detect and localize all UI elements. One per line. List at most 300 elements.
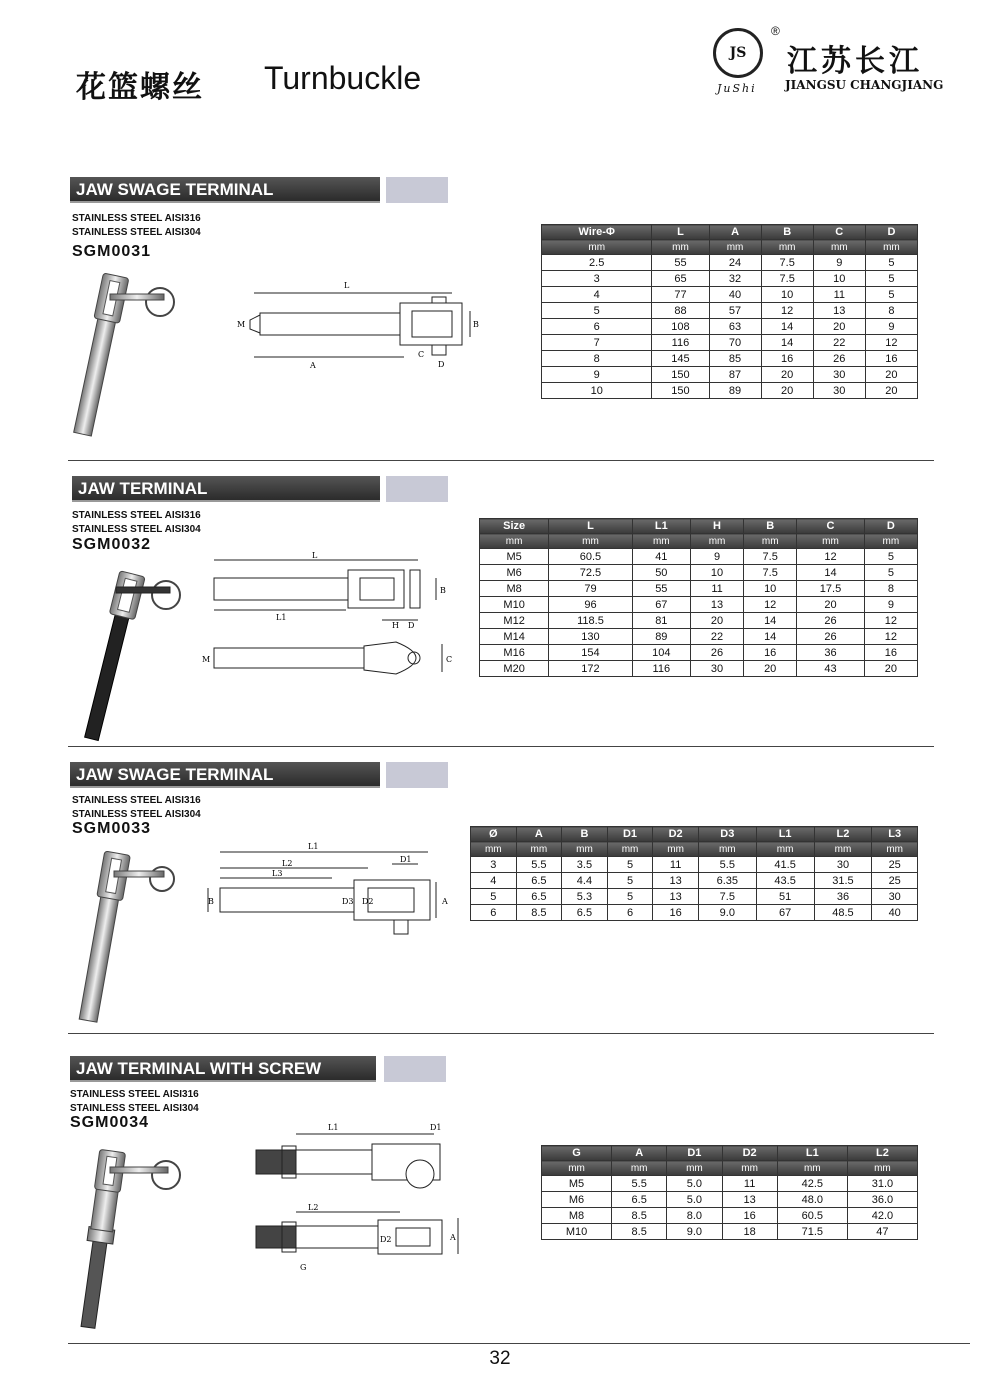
table-cell: 20 bbox=[865, 383, 917, 399]
table-cell: 150 bbox=[652, 383, 709, 399]
table-row bbox=[542, 1176, 918, 1192]
material-line: STAINLESS STEEL AISI316 bbox=[70, 1089, 199, 1100]
page-title-cn: 花篮螺丝 bbox=[76, 70, 204, 105]
table-cell: 31.0 bbox=[847, 1176, 917, 1192]
table-cell: 10 bbox=[813, 271, 865, 287]
column-header: L bbox=[549, 519, 632, 534]
table-cell: 7.5 bbox=[698, 889, 756, 905]
table-cell: 25 bbox=[872, 857, 918, 873]
table-row bbox=[542, 287, 918, 303]
table-cell: 5 bbox=[607, 873, 653, 889]
section-title-swatch bbox=[386, 476, 448, 502]
dim-label: L3 bbox=[272, 869, 283, 878]
dim-label: L1 bbox=[328, 1123, 339, 1132]
table-cell: 88 bbox=[652, 303, 709, 319]
table-cell: 26 bbox=[797, 629, 864, 645]
dim-label: L bbox=[312, 551, 318, 560]
table-cell: 11 bbox=[813, 287, 865, 303]
table-cell: 51 bbox=[756, 889, 814, 905]
table-cell: 4 bbox=[471, 873, 517, 889]
column-unit: mm bbox=[722, 1161, 777, 1176]
table-cell: 116 bbox=[652, 335, 709, 351]
table-cell: 7.5 bbox=[761, 271, 813, 287]
table-cell: 14 bbox=[744, 613, 797, 629]
logo-text-en: JIANGSU CHANGJIANG bbox=[785, 78, 944, 92]
table-cell: 43.5 bbox=[756, 873, 814, 889]
table-cell: 85 bbox=[709, 351, 761, 367]
table-row bbox=[480, 581, 918, 597]
table-cell: 11 bbox=[690, 581, 743, 597]
table-cell: 118.5 bbox=[549, 613, 632, 629]
table-row bbox=[542, 255, 918, 271]
table-row bbox=[542, 1224, 918, 1240]
table-cell: 40 bbox=[872, 905, 918, 921]
product-code: SGM0034 bbox=[70, 1114, 150, 1131]
table-cell: 14 bbox=[744, 629, 797, 645]
dim-label: C bbox=[446, 655, 453, 664]
table-cell: 5 bbox=[864, 565, 917, 581]
table-cell: 16 bbox=[864, 645, 917, 661]
column-header: D bbox=[865, 225, 917, 240]
product-photo-sgm0032 bbox=[70, 565, 190, 745]
material-line: STAINLESS STEEL AISI316 bbox=[72, 795, 201, 806]
table-cell: 108 bbox=[652, 319, 709, 335]
table-cell: 13 bbox=[653, 889, 699, 905]
table-cell: 32 bbox=[709, 271, 761, 287]
table-row bbox=[480, 597, 918, 613]
table-cell: 6.5 bbox=[562, 905, 608, 921]
material-line: STAINLESS STEEL AISI316 bbox=[72, 510, 201, 521]
table-cell: 96 bbox=[549, 597, 632, 613]
section-title: JAW TERMINAL bbox=[72, 476, 380, 502]
table-cell: 36 bbox=[797, 645, 864, 661]
column-unit: mm bbox=[516, 842, 562, 857]
material-line: STAINLESS STEEL AISI304 bbox=[70, 1103, 199, 1114]
column-header: D1 bbox=[607, 827, 653, 842]
column-unit: mm bbox=[667, 1161, 722, 1176]
section-title: JAW SWAGE TERMINAL bbox=[70, 177, 380, 203]
table-cell: 22 bbox=[690, 629, 743, 645]
table-cell: 9.0 bbox=[667, 1224, 722, 1240]
table-cell: M6 bbox=[542, 1192, 612, 1208]
column-unit: mm bbox=[632, 534, 690, 549]
table-cell: 42.5 bbox=[777, 1176, 847, 1192]
table-row bbox=[542, 335, 918, 351]
dim-label: D1 bbox=[400, 855, 412, 864]
column-header: C bbox=[797, 519, 864, 534]
table-cell: 6.5 bbox=[516, 889, 562, 905]
table-cell: 12 bbox=[797, 549, 864, 565]
table-cell: 20 bbox=[761, 383, 813, 399]
table-cell: 30 bbox=[690, 661, 743, 677]
table-cell: 11 bbox=[722, 1176, 777, 1192]
table-cell: 6 bbox=[471, 905, 517, 921]
column-unit: mm bbox=[612, 1161, 667, 1176]
column-unit: mm bbox=[690, 534, 743, 549]
table-cell: 14 bbox=[797, 565, 864, 581]
table-cell: 79 bbox=[549, 581, 632, 597]
table-row bbox=[542, 303, 918, 319]
product-code: SGM0031 bbox=[72, 243, 152, 260]
table-cell: 5 bbox=[865, 255, 917, 271]
table-cell: 48.0 bbox=[777, 1192, 847, 1208]
column-unit: mm bbox=[709, 240, 761, 255]
table-row bbox=[480, 549, 918, 565]
column-unit: mm bbox=[698, 842, 756, 857]
product-code: SGM0033 bbox=[72, 820, 152, 837]
table-cell: M5 bbox=[542, 1176, 612, 1192]
technical-drawing-sgm0034 bbox=[244, 1114, 468, 1274]
table-cell: 145 bbox=[652, 351, 709, 367]
table-cell: 7 bbox=[542, 335, 652, 351]
table-cell: 16 bbox=[722, 1208, 777, 1224]
table-cell: 72.5 bbox=[549, 565, 632, 581]
table-cell: 42.0 bbox=[847, 1208, 917, 1224]
column-unit: mm bbox=[797, 534, 864, 549]
table-cell: 12 bbox=[761, 303, 813, 319]
table-cell: 26 bbox=[797, 613, 864, 629]
table-cell: 5 bbox=[542, 303, 652, 319]
material-line: STAINLESS STEEL AISI316 bbox=[72, 213, 201, 224]
table-cell: 8.5 bbox=[516, 905, 562, 921]
column-header: L1 bbox=[756, 827, 814, 842]
table-cell: 36 bbox=[814, 889, 872, 905]
table-cell: 17.5 bbox=[797, 581, 864, 597]
table-row bbox=[542, 383, 918, 399]
table-cell: 20 bbox=[864, 661, 917, 677]
table-cell: 5 bbox=[607, 857, 653, 873]
dim-label: D2 bbox=[362, 897, 374, 906]
dim-label: D bbox=[408, 621, 415, 630]
table-cell: M10 bbox=[480, 597, 549, 613]
table-cell: 4.4 bbox=[562, 873, 608, 889]
table-cell: 10 bbox=[690, 565, 743, 581]
table-cell: 43 bbox=[797, 661, 864, 677]
material-line: STAINLESS STEEL AISI304 bbox=[72, 524, 201, 535]
table-cell: 12 bbox=[865, 335, 917, 351]
spec-table-sgm0033 bbox=[470, 826, 918, 921]
column-unit: mm bbox=[865, 240, 917, 255]
table-cell: 14 bbox=[761, 335, 813, 351]
section-title-swatch bbox=[384, 1056, 446, 1082]
column-header: H bbox=[690, 519, 743, 534]
dim-label: B bbox=[473, 320, 479, 329]
table-cell: 3.5 bbox=[562, 857, 608, 873]
table-cell: M5 bbox=[480, 549, 549, 565]
table-cell: 7.5 bbox=[744, 565, 797, 581]
table-cell: 16 bbox=[761, 351, 813, 367]
dim-label: M bbox=[237, 320, 246, 329]
table-cell: 9 bbox=[542, 367, 652, 383]
table-cell: 8 bbox=[864, 581, 917, 597]
table-row bbox=[542, 1208, 918, 1224]
table-cell: M8 bbox=[542, 1208, 612, 1224]
table-cell: 4 bbox=[542, 287, 652, 303]
column-header: L2 bbox=[814, 827, 872, 842]
table-cell: 71.5 bbox=[777, 1224, 847, 1240]
table-cell: 16 bbox=[865, 351, 917, 367]
table-row bbox=[480, 613, 918, 629]
table-cell: 6.35 bbox=[698, 873, 756, 889]
table-cell: 57 bbox=[709, 303, 761, 319]
dim-label: L bbox=[344, 281, 350, 290]
table-cell: 30 bbox=[813, 383, 865, 399]
table-cell: 48.5 bbox=[814, 905, 872, 921]
table-cell: 5 bbox=[865, 287, 917, 303]
table-cell: 67 bbox=[756, 905, 814, 921]
table-cell: 5.3 bbox=[562, 889, 608, 905]
table-cell: 70 bbox=[709, 335, 761, 351]
table-cell: 5.5 bbox=[516, 857, 562, 873]
brand-logo bbox=[713, 24, 953, 104]
table-cell: 20 bbox=[865, 367, 917, 383]
material-line: STAINLESS STEEL AISI304 bbox=[72, 809, 201, 820]
column-header: D1 bbox=[667, 1146, 722, 1161]
column-header: Wire-Φ bbox=[542, 225, 652, 240]
table-cell: 10 bbox=[761, 287, 813, 303]
table-cell: 50 bbox=[632, 565, 690, 581]
table-cell: 40 bbox=[709, 287, 761, 303]
table-cell: 5 bbox=[865, 271, 917, 287]
column-header: L bbox=[652, 225, 709, 240]
table-cell: 30 bbox=[813, 367, 865, 383]
column-unit: mm bbox=[756, 842, 814, 857]
spec-table-sgm0032 bbox=[479, 518, 918, 677]
table-cell: 13 bbox=[690, 597, 743, 613]
table-cell: 55 bbox=[652, 255, 709, 271]
table-cell: 13 bbox=[813, 303, 865, 319]
table-cell: 8 bbox=[865, 303, 917, 319]
dim-label: L1 bbox=[276, 613, 287, 622]
technical-drawing-sgm0031 bbox=[232, 275, 492, 375]
logo-subtext: JuShi bbox=[717, 82, 757, 95]
section-divider bbox=[68, 1033, 934, 1034]
section-title: JAW TERMINAL WITH SCREW bbox=[70, 1056, 376, 1082]
product-code: SGM0032 bbox=[72, 536, 152, 553]
table-cell: 104 bbox=[632, 645, 690, 661]
column-unit: mm bbox=[847, 1161, 917, 1176]
table-cell: 36.0 bbox=[847, 1192, 917, 1208]
table-cell: 10 bbox=[542, 383, 652, 399]
table-cell: 77 bbox=[652, 287, 709, 303]
column-header: B bbox=[744, 519, 797, 534]
column-header: D3 bbox=[698, 827, 756, 842]
column-unit: mm bbox=[549, 534, 632, 549]
table-row bbox=[480, 645, 918, 661]
column-header: A bbox=[516, 827, 562, 842]
dim-label: A bbox=[310, 361, 316, 370]
table-cell: 5.0 bbox=[667, 1176, 722, 1192]
table-cell: M14 bbox=[480, 629, 549, 645]
table-cell: 16 bbox=[744, 645, 797, 661]
table-row bbox=[542, 271, 918, 287]
dim-label: H bbox=[392, 621, 399, 630]
table-cell: 55 bbox=[632, 581, 690, 597]
column-header: L1 bbox=[632, 519, 690, 534]
table-cell: 12 bbox=[744, 597, 797, 613]
table-cell: 9 bbox=[864, 597, 917, 613]
table-cell: 9 bbox=[865, 319, 917, 335]
table-cell: 2.5 bbox=[542, 255, 652, 271]
column-unit: mm bbox=[814, 842, 872, 857]
table-cell: 89 bbox=[709, 383, 761, 399]
table-cell: 30 bbox=[814, 857, 872, 873]
table-cell: 14 bbox=[761, 319, 813, 335]
table-cell: 25 bbox=[872, 873, 918, 889]
table-cell: 65 bbox=[652, 271, 709, 287]
column-unit: mm bbox=[872, 842, 918, 857]
table-cell: 6 bbox=[607, 905, 653, 921]
spec-table-sgm0034 bbox=[541, 1145, 918, 1240]
table-cell: 11 bbox=[653, 857, 699, 873]
registered-mark: ® bbox=[771, 24, 780, 38]
dim-label: L1 bbox=[308, 842, 319, 851]
logo-mark: JS bbox=[713, 28, 763, 78]
column-unit: mm bbox=[777, 1161, 847, 1176]
table-cell: 9 bbox=[690, 549, 743, 565]
spec-table-sgm0031 bbox=[541, 224, 918, 399]
table-cell: M8 bbox=[480, 581, 549, 597]
table-cell: 9 bbox=[813, 255, 865, 271]
dim-label: L2 bbox=[282, 859, 293, 868]
table-cell: 7.5 bbox=[761, 255, 813, 271]
table-cell: 3 bbox=[471, 857, 517, 873]
table-cell: 60.5 bbox=[777, 1208, 847, 1224]
table-cell: 8.5 bbox=[612, 1224, 667, 1240]
table-row bbox=[542, 319, 918, 335]
table-cell: 13 bbox=[653, 873, 699, 889]
table-row bbox=[480, 661, 918, 677]
product-photo-sgm0031 bbox=[70, 268, 200, 443]
footer-divider bbox=[68, 1343, 970, 1344]
column-unit: mm bbox=[542, 1161, 612, 1176]
table-cell: 3 bbox=[542, 271, 652, 287]
table-row bbox=[471, 873, 918, 889]
table-row bbox=[471, 857, 918, 873]
table-cell: 89 bbox=[632, 629, 690, 645]
table-cell: M16 bbox=[480, 645, 549, 661]
table-cell: 154 bbox=[549, 645, 632, 661]
column-header: D bbox=[864, 519, 917, 534]
table-row bbox=[542, 367, 918, 383]
table-cell: 81 bbox=[632, 613, 690, 629]
table-cell: 5 bbox=[607, 889, 653, 905]
column-header: A bbox=[709, 225, 761, 240]
table-cell: 12 bbox=[864, 613, 917, 629]
table-row bbox=[471, 905, 918, 921]
table-cell: 5 bbox=[864, 549, 917, 565]
section-title-swatch bbox=[386, 177, 448, 203]
table-cell: 47 bbox=[847, 1224, 917, 1240]
column-header: B bbox=[562, 827, 608, 842]
dim-label: A bbox=[450, 1233, 456, 1242]
table-cell: 8.0 bbox=[667, 1208, 722, 1224]
table-row bbox=[480, 629, 918, 645]
column-header: D2 bbox=[653, 827, 699, 842]
logo-text-cn: 江苏长江 bbox=[787, 44, 923, 79]
table-cell: 31.5 bbox=[814, 873, 872, 889]
column-unit: mm bbox=[607, 842, 653, 857]
column-unit: mm bbox=[542, 240, 652, 255]
section-title: JAW SWAGE TERMINAL bbox=[70, 762, 380, 788]
dim-label: D2 bbox=[380, 1235, 392, 1244]
column-unit: mm bbox=[480, 534, 549, 549]
dim-label: D bbox=[438, 360, 445, 369]
table-cell: 130 bbox=[549, 629, 632, 645]
column-header: G bbox=[542, 1146, 612, 1161]
column-unit: mm bbox=[653, 842, 699, 857]
section-divider bbox=[68, 746, 934, 747]
table-cell: 26 bbox=[813, 351, 865, 367]
table-cell: 60.5 bbox=[549, 549, 632, 565]
table-cell: 22 bbox=[813, 335, 865, 351]
table-cell: 20 bbox=[744, 661, 797, 677]
table-cell: 87 bbox=[709, 367, 761, 383]
technical-drawing-sgm0032 bbox=[196, 548, 462, 688]
column-header: Ø bbox=[471, 827, 517, 842]
table-cell: 172 bbox=[549, 661, 632, 677]
table-cell: 20 bbox=[813, 319, 865, 335]
column-unit: mm bbox=[864, 534, 917, 549]
table-cell: 5 bbox=[471, 889, 517, 905]
table-cell: 30 bbox=[872, 889, 918, 905]
product-photo-sgm0033 bbox=[70, 845, 190, 1027]
dim-label: B bbox=[440, 586, 446, 595]
table-cell: 10 bbox=[744, 581, 797, 597]
table-cell: 6.5 bbox=[516, 873, 562, 889]
table-row bbox=[471, 889, 918, 905]
table-cell: M6 bbox=[480, 565, 549, 581]
table-cell: M10 bbox=[542, 1224, 612, 1240]
table-cell: 150 bbox=[652, 367, 709, 383]
column-unit: mm bbox=[652, 240, 709, 255]
table-cell: 41 bbox=[632, 549, 690, 565]
product-photo-sgm0034 bbox=[66, 1145, 196, 1335]
table-cell: 5.5 bbox=[612, 1176, 667, 1192]
material-line: STAINLESS STEEL AISI304 bbox=[72, 227, 201, 238]
table-cell: 26 bbox=[690, 645, 743, 661]
dim-label: L2 bbox=[308, 1203, 319, 1212]
column-unit: mm bbox=[744, 534, 797, 549]
column-header: L3 bbox=[872, 827, 918, 842]
page-title-en: Turnbuckle bbox=[264, 60, 422, 96]
dim-label: M bbox=[202, 655, 211, 664]
table-cell: 6.5 bbox=[612, 1192, 667, 1208]
section-divider bbox=[68, 460, 934, 461]
dim-label: B bbox=[208, 897, 214, 906]
dim-label: D3 bbox=[342, 897, 354, 906]
column-header: A bbox=[612, 1146, 667, 1161]
table-cell: 20 bbox=[797, 597, 864, 613]
table-cell: 18 bbox=[722, 1224, 777, 1240]
dim-label: C bbox=[418, 350, 425, 359]
table-cell: 12 bbox=[864, 629, 917, 645]
table-cell: 20 bbox=[690, 613, 743, 629]
column-unit: mm bbox=[471, 842, 517, 857]
table-cell: 24 bbox=[709, 255, 761, 271]
section-title-swatch bbox=[386, 762, 448, 788]
technical-drawing-sgm0033 bbox=[196, 836, 466, 948]
table-cell: 116 bbox=[632, 661, 690, 677]
table-cell: 63 bbox=[709, 319, 761, 335]
table-cell: M12 bbox=[480, 613, 549, 629]
column-unit: mm bbox=[813, 240, 865, 255]
table-cell: 7.5 bbox=[744, 549, 797, 565]
column-header: Size bbox=[480, 519, 549, 534]
column-header: D2 bbox=[722, 1146, 777, 1161]
column-unit: mm bbox=[761, 240, 813, 255]
table-cell: 13 bbox=[722, 1192, 777, 1208]
